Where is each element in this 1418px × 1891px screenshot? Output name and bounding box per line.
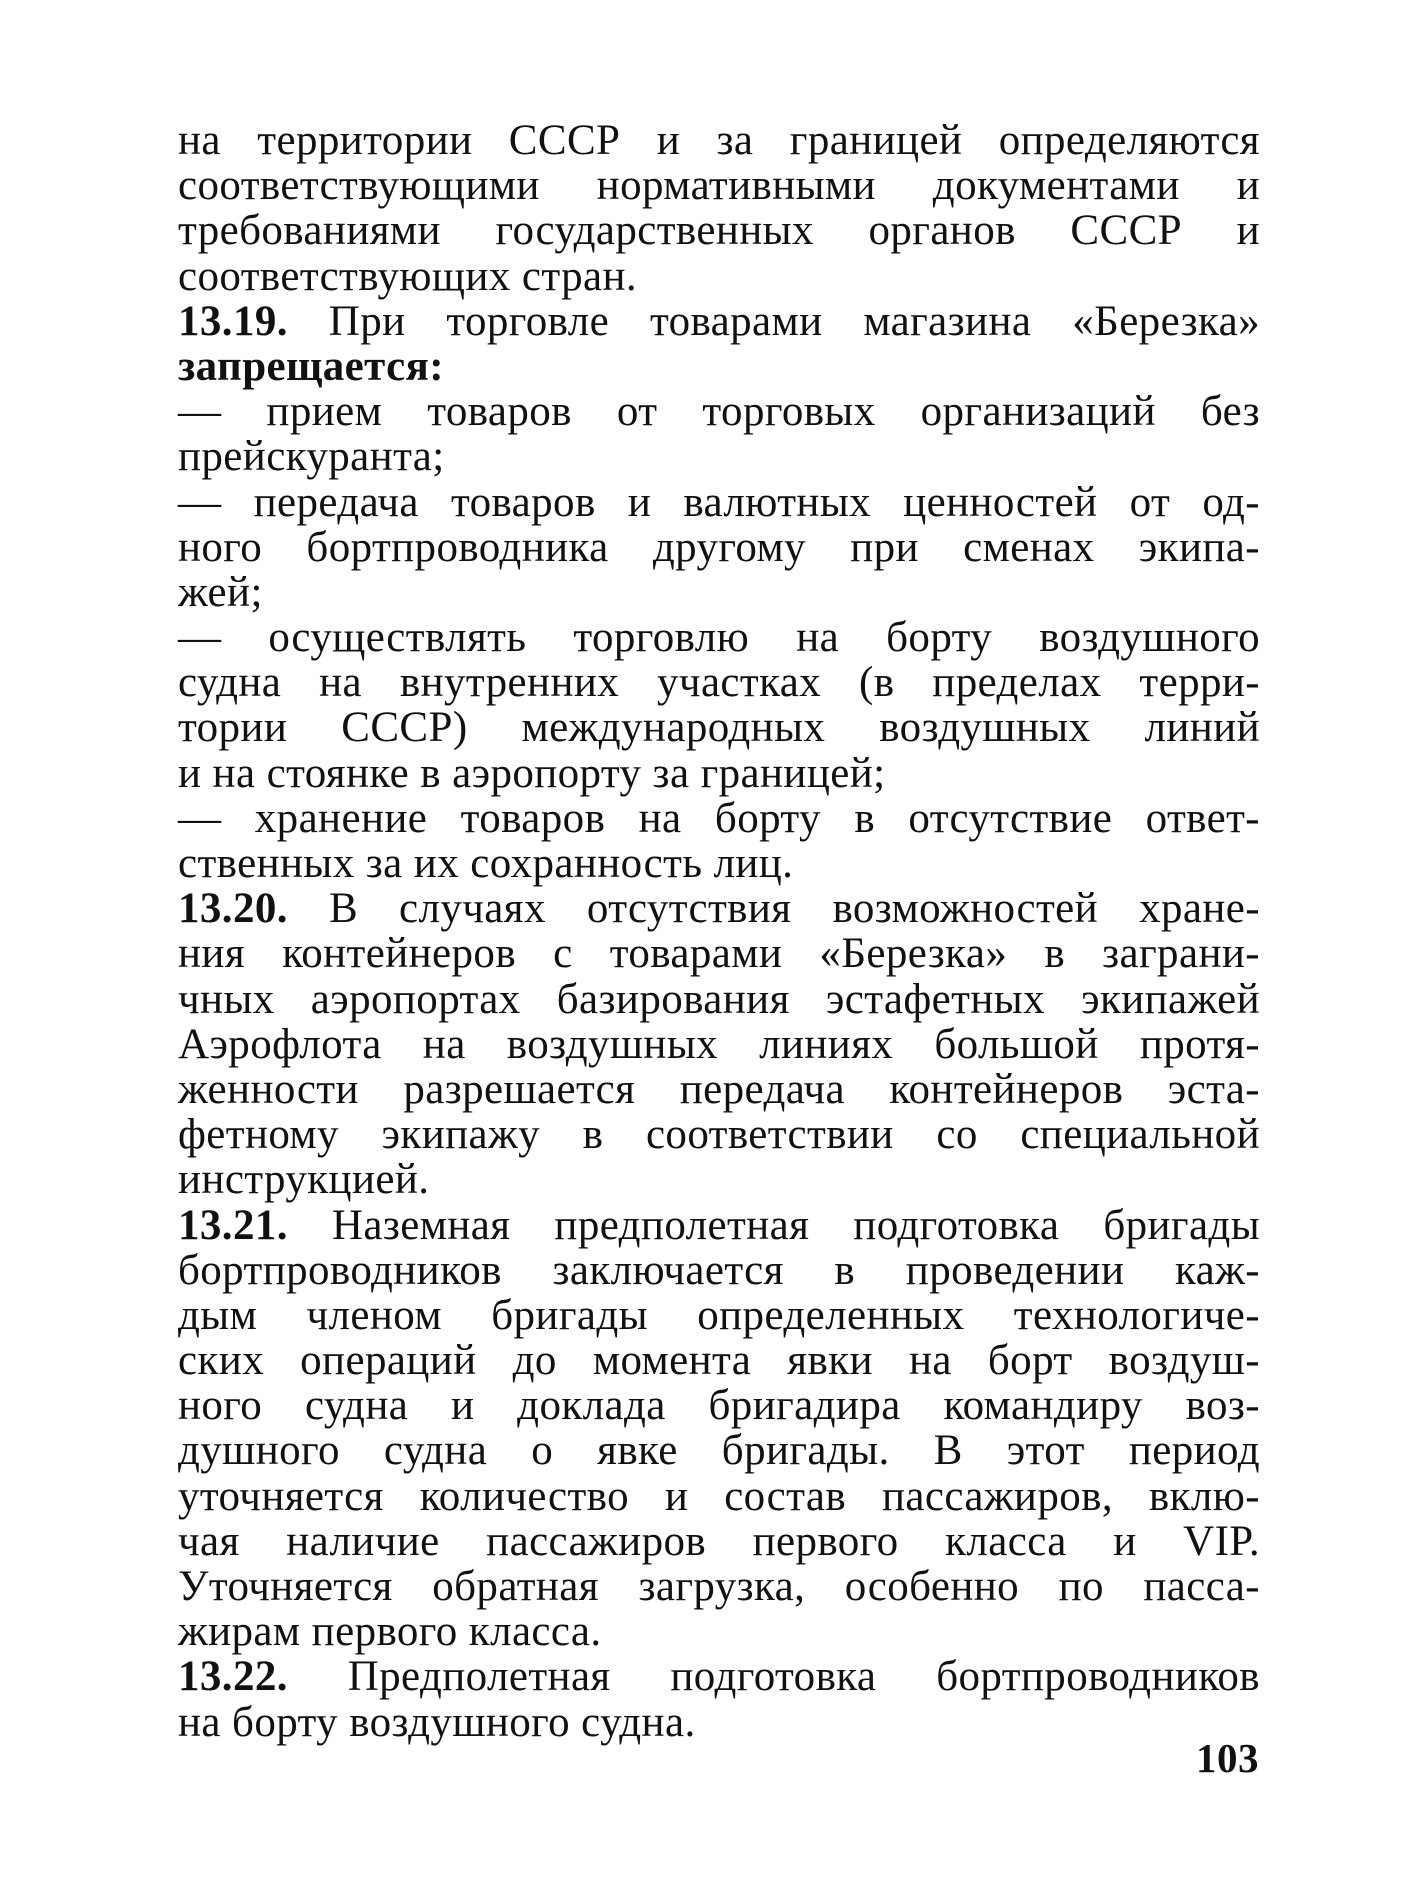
document-page: [178, 118, 1260, 1745]
text-line: ного судна и доклада бригадира командиру воз-: [178, 1382, 1260, 1430]
text-fragment: В случаях отсутствия возможностей хране-: [328, 885, 1260, 933]
section-number: 13.22.: [178, 1653, 288, 1701]
section-number: 13.21.: [178, 1201, 288, 1249]
text-fragment: При торговле товарами магазина «Березка»: [328, 297, 1260, 345]
text-line: дым членом бригады определенных технологиче-: [178, 1291, 1260, 1339]
text-line: Уточняется обратная загрузка, особенно по пасса-: [178, 1563, 1260, 1610]
text-line: ских операций до момента явки на борт воздуш-: [178, 1337, 1260, 1385]
text-line: судна на внутренних участках (в пределах терри-: [178, 659, 1260, 707]
text-line: на территории СССР и за границей определяются: [178, 117, 1260, 164]
text-line: уточняется количество и состав пассажиров, вклю-: [178, 1472, 1260, 1520]
text-line: жирам первого класса.: [178, 1608, 602, 1656]
text-line: фетному экипажу в соответствии со специальной: [178, 1111, 1260, 1159]
text-line: Аэрофлота на воздушных линиях большой протя-: [178, 1020, 1260, 1068]
text-line: инструкцией.: [178, 1156, 430, 1204]
text-line: чных аэропортах базирования эстафетных экипажей: [178, 975, 1260, 1023]
text-line: — прием товаров от торговых организаций без: [178, 388, 1260, 436]
section-13-22-line: [178, 1654, 1260, 1699]
text-line: соответствующими нормативными документами и: [178, 162, 1260, 210]
text-line: — передача товаров и валютных ценностей от од-: [178, 478, 1260, 526]
text-line: и на стоянке в аэропорту за границей;: [178, 749, 886, 797]
text-line: ния контейнеров с товарами «Березка» в заграни-: [178, 930, 1260, 978]
text-line: бортпроводников заключается в проведении каж-: [178, 1246, 1260, 1294]
text-line: на борту воздушного судна.: [178, 1698, 696, 1746]
text-fragment: Предполетная подготовка бортпроводников: [347, 1653, 1260, 1701]
text-fragment: Наземная предполетная подготовка бригады: [331, 1201, 1260, 1249]
text-line: ственных за их сохранность лиц.: [178, 840, 794, 887]
text-line: — хранение товаров на борту в отсутствие ответ-: [178, 794, 1260, 842]
text-line: чая наличие пассажиров первого класса и VIP.: [178, 1517, 1260, 1565]
text-line: женности разрешается передача контейнеров эста-: [178, 1065, 1260, 1113]
text-line: ного бортпроводника другому при сменах экипа-: [178, 523, 1260, 571]
text-line: душного судна о явке бригады. В этот период: [178, 1427, 1260, 1475]
section-13-19-line: [178, 299, 1260, 344]
section-number: 13.19.: [178, 297, 288, 345]
text-line: соответствующих стран.: [178, 252, 638, 300]
section-number: 13.20.: [178, 885, 288, 933]
text-line: — осуществлять торговлю на борту воздушного: [178, 614, 1260, 662]
text-line: прейскуранта;: [178, 433, 445, 481]
page-number: 103: [1196, 1735, 1259, 1781]
text-line: тории СССР) международных воздушных линий: [178, 704, 1260, 752]
text-line: запрещается:: [178, 342, 444, 390]
section-13-20-line: [178, 886, 1260, 931]
section-13-21-line: [178, 1203, 1260, 1248]
text-line: требованиями государственных органов СССР и: [178, 207, 1260, 255]
text-line: жей;: [178, 568, 263, 616]
